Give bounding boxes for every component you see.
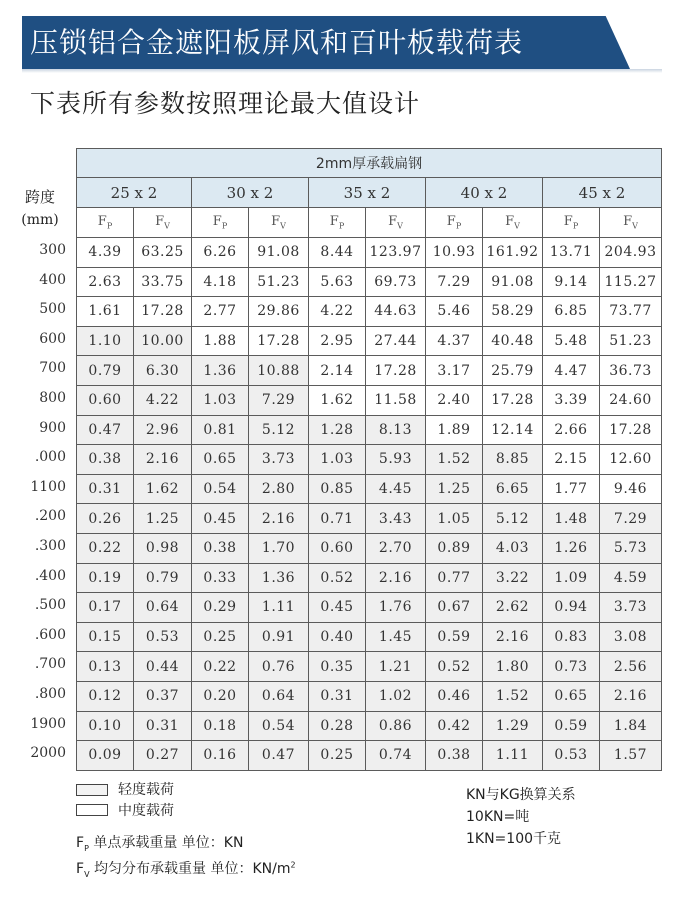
fp-value-cell: 2.40 bbox=[426, 385, 483, 415]
fp-value-cell: 0.38 bbox=[77, 445, 134, 475]
fp-value-cell: 0.73 bbox=[543, 652, 600, 682]
fv-value-cell: 1.70 bbox=[249, 533, 309, 563]
table-row bbox=[77, 533, 662, 563]
fv-value-cell: 0.79 bbox=[134, 563, 192, 593]
fv-symbol-header: $F_V$ bbox=[249, 208, 309, 238]
fp-value-cell: 0.54 bbox=[192, 474, 249, 504]
fv-value-cell: 9.46 bbox=[600, 474, 662, 504]
fp-value-cell: 0.81 bbox=[192, 415, 249, 445]
fp-value-cell: 0.59 bbox=[426, 622, 483, 652]
span-label: .600 bbox=[34, 626, 66, 643]
table-row bbox=[77, 445, 662, 475]
spec-header-3: 40 x 2 bbox=[426, 178, 543, 208]
fv-value-cell: 17.28 bbox=[483, 385, 543, 415]
spec-header-1: 30 x 2 bbox=[192, 178, 309, 208]
fp-value-cell: 2.14 bbox=[309, 356, 366, 386]
fv-value-cell: 6.65 bbox=[483, 474, 543, 504]
fp-value-cell: 1.28 bbox=[309, 415, 366, 445]
fp-value-cell: 1.05 bbox=[426, 504, 483, 534]
fp-value-cell: 1.48 bbox=[543, 504, 600, 534]
fv-value-cell: 0.64 bbox=[134, 593, 192, 623]
fv-value-cell: 1.36 bbox=[249, 563, 309, 593]
fv-value-cell: 0.76 bbox=[249, 652, 309, 682]
fv-value-cell: 44.63 bbox=[366, 297, 426, 327]
fp-value-cell: 2.63 bbox=[77, 267, 134, 297]
fv-symbol-header: $F_V$ bbox=[134, 208, 192, 238]
fv-value-cell: 33.75 bbox=[134, 267, 192, 297]
fp-value-cell: 0.42 bbox=[426, 711, 483, 741]
fp-value-cell: 0.22 bbox=[77, 533, 134, 563]
fv-value-cell: 3.08 bbox=[600, 622, 662, 652]
span-header-label: 跨度 bbox=[24, 188, 55, 206]
fv-value-cell: 91.08 bbox=[249, 238, 309, 268]
fv-value-cell: 1.84 bbox=[600, 711, 662, 741]
fp-value-cell: 1.09 bbox=[543, 563, 600, 593]
fv-value-cell: 1.11 bbox=[249, 593, 309, 623]
table-row bbox=[77, 563, 662, 593]
fv-value-cell: 3.73 bbox=[600, 593, 662, 623]
legend-medium-label: 中度载荷 bbox=[118, 803, 174, 819]
fp-symbol: $F_P$ bbox=[76, 835, 89, 853]
fp-value-cell: 8.44 bbox=[309, 238, 366, 268]
fv-value-cell: 17.28 bbox=[249, 326, 309, 356]
span-label: 800 bbox=[39, 389, 66, 406]
fp-value-cell: 0.25 bbox=[309, 741, 366, 771]
table-row bbox=[77, 326, 662, 356]
fp-value-cell: 2.66 bbox=[543, 415, 600, 445]
fp-value-cell: 0.18 bbox=[192, 711, 249, 741]
fv-value-cell: 0.91 bbox=[249, 622, 309, 652]
fp-value-cell: 0.45 bbox=[192, 504, 249, 534]
fv-value-cell: 0.37 bbox=[134, 681, 192, 711]
fv-value-cell: 4.59 bbox=[600, 563, 662, 593]
fp-value-cell: 0.65 bbox=[543, 681, 600, 711]
fp-value-cell: 1.61 bbox=[77, 297, 134, 327]
table-row bbox=[77, 681, 662, 711]
conversion-line-1: 10KN=吨 bbox=[466, 809, 530, 825]
span-label: 600 bbox=[39, 330, 66, 347]
fv-value-cell: 58.29 bbox=[483, 297, 543, 327]
fp-value-cell: 7.29 bbox=[426, 267, 483, 297]
span-label: .200 bbox=[34, 508, 66, 525]
fv-value-cell: 3.22 bbox=[483, 563, 543, 593]
fp-value-cell: 6.85 bbox=[543, 297, 600, 327]
fv-value-cell: 0.27 bbox=[134, 741, 192, 771]
fp-value-cell: 0.12 bbox=[77, 681, 134, 711]
fv-value-cell: 4.03 bbox=[483, 533, 543, 563]
fv-value-cell: 1.52 bbox=[483, 681, 543, 711]
fv-value-cell: 1.25 bbox=[134, 504, 192, 534]
fp-value-cell: 2.95 bbox=[309, 326, 366, 356]
fp-symbol-header: $F_P$ bbox=[543, 208, 600, 238]
fv-value-cell: 17.28 bbox=[366, 356, 426, 386]
fp-value-cell: 0.65 bbox=[192, 445, 249, 475]
fp-value-cell: 0.85 bbox=[309, 474, 366, 504]
fv-value-cell: 0.74 bbox=[366, 741, 426, 771]
fv-value-cell: 1.76 bbox=[366, 593, 426, 623]
fv-value-cell: 1.45 bbox=[366, 622, 426, 652]
fv-value-cell: 27.44 bbox=[366, 326, 426, 356]
conversion-line-2: 1KN=100千克 bbox=[466, 831, 562, 847]
fp-value-cell: 0.19 bbox=[77, 563, 134, 593]
fp-value-cell: 0.52 bbox=[309, 563, 366, 593]
fp-value-cell: 0.60 bbox=[309, 533, 366, 563]
fv-value-cell: 7.29 bbox=[249, 385, 309, 415]
fp-value-cell: 0.38 bbox=[426, 741, 483, 771]
fp-value-cell: 0.94 bbox=[543, 593, 600, 623]
fv-note bbox=[76, 858, 296, 879]
fp-value-cell: 2.15 bbox=[543, 445, 600, 475]
table-row bbox=[77, 385, 662, 415]
fv-description: 均匀分布承载重量 单位：KN/m bbox=[94, 861, 291, 877]
fv-value-cell: 4.22 bbox=[134, 385, 192, 415]
load-table bbox=[76, 148, 662, 771]
fv-value-cell: 63.25 bbox=[134, 238, 192, 268]
span-label: 700 bbox=[39, 360, 66, 377]
fp-value-cell: 0.79 bbox=[77, 356, 134, 386]
fp-value-cell: 4.39 bbox=[77, 238, 134, 268]
fp-value-cell: 0.31 bbox=[309, 681, 366, 711]
fp-value-cell: 0.60 bbox=[77, 385, 134, 415]
fv-value-cell: 161.92 bbox=[483, 238, 543, 268]
fv-value-cell: 5.12 bbox=[249, 415, 309, 445]
banner-underline bbox=[22, 69, 662, 73]
fv-value-cell: 204.93 bbox=[600, 238, 662, 268]
fv-value-cell: 91.08 bbox=[483, 267, 543, 297]
fv-value-cell: 10.88 bbox=[249, 356, 309, 386]
fp-value-cell: 1.88 bbox=[192, 326, 249, 356]
fp-value-cell: 1.89 bbox=[426, 415, 483, 445]
table-row bbox=[77, 622, 662, 652]
fv-value-cell: 0.64 bbox=[249, 681, 309, 711]
span-label: 2000 bbox=[30, 745, 66, 762]
fv-value-cell: 5.12 bbox=[483, 504, 543, 534]
fp-value-cell: 0.40 bbox=[309, 622, 366, 652]
fv-value-cell: 5.73 bbox=[600, 533, 662, 563]
fp-value-cell: 13.71 bbox=[543, 238, 600, 268]
fp-value-cell: 1.77 bbox=[543, 474, 600, 504]
fv-value-cell: 2.16 bbox=[366, 563, 426, 593]
spec-header-2: 35 x 2 bbox=[309, 178, 426, 208]
span-label: .300 bbox=[34, 537, 66, 554]
fp-value-cell: 9.14 bbox=[543, 267, 600, 297]
fv-value-cell: 2.16 bbox=[249, 504, 309, 534]
fv-value-cell: 2.96 bbox=[134, 415, 192, 445]
spec-header-0: 25 x 2 bbox=[77, 178, 192, 208]
fp-value-cell: 4.18 bbox=[192, 267, 249, 297]
span-label: .400 bbox=[34, 567, 66, 584]
fv-value-cell: 2.70 bbox=[366, 533, 426, 563]
fp-value-cell: 0.17 bbox=[77, 593, 134, 623]
fp-value-cell: 0.47 bbox=[77, 415, 134, 445]
fv-value-cell: 4.45 bbox=[366, 474, 426, 504]
fp-value-cell: 0.31 bbox=[77, 474, 134, 504]
fp-value-cell: 0.20 bbox=[192, 681, 249, 711]
table-row bbox=[77, 504, 662, 534]
fv-value-cell: 29.86 bbox=[249, 297, 309, 327]
fv-value-cell: 2.62 bbox=[483, 593, 543, 623]
fp-value-cell: 5.48 bbox=[543, 326, 600, 356]
fv-symbol-header: $F_V$ bbox=[600, 208, 662, 238]
fp-value-cell: 0.33 bbox=[192, 563, 249, 593]
fv-value-cell: 0.31 bbox=[134, 711, 192, 741]
span-unit-label: (mm) bbox=[21, 212, 59, 228]
fp-value-cell: 2.77 bbox=[192, 297, 249, 327]
fv-value-cell: 1.02 bbox=[366, 681, 426, 711]
fv-value-cell: 36.73 bbox=[600, 356, 662, 386]
table-row bbox=[77, 238, 662, 268]
fv-value-cell: 2.16 bbox=[600, 681, 662, 711]
fv-value-cell: 5.93 bbox=[366, 445, 426, 475]
table-row bbox=[77, 711, 662, 741]
fv-value-cell: 73.77 bbox=[600, 297, 662, 327]
fp-value-cell: 0.83 bbox=[543, 622, 600, 652]
table-row bbox=[77, 741, 662, 771]
fv-symbol: $F_V$ bbox=[76, 861, 90, 879]
fp-value-cell: 1.25 bbox=[426, 474, 483, 504]
fv-value-cell: 8.85 bbox=[483, 445, 543, 475]
table-row bbox=[77, 593, 662, 623]
fv-value-cell: 40.48 bbox=[483, 326, 543, 356]
span-label: .700 bbox=[34, 656, 66, 673]
fv-value-cell: 12.14 bbox=[483, 415, 543, 445]
fp-symbol-header: $F_P$ bbox=[77, 208, 134, 238]
fp-value-cell: 3.17 bbox=[426, 356, 483, 386]
fp-value-cell: 0.52 bbox=[426, 652, 483, 682]
fv-value-cell: 1.62 bbox=[134, 474, 192, 504]
span-label: 1100 bbox=[30, 478, 66, 495]
fp-value-cell: 0.29 bbox=[192, 593, 249, 623]
fp-value-cell: 0.67 bbox=[426, 593, 483, 623]
fv-value-cell: 10.00 bbox=[134, 326, 192, 356]
fp-value-cell: 0.89 bbox=[426, 533, 483, 563]
span-label: .800 bbox=[34, 685, 66, 702]
fv-value-cell: 3.73 bbox=[249, 445, 309, 475]
spec-header-row bbox=[77, 178, 662, 208]
span-label: .000 bbox=[34, 449, 66, 466]
fp-value-cell: 5.46 bbox=[426, 297, 483, 327]
fp-value-cell: 0.38 bbox=[192, 533, 249, 563]
fp-value-cell: 1.62 bbox=[309, 385, 366, 415]
fv-value-cell: 0.54 bbox=[249, 711, 309, 741]
fv-symbol-header: $F_V$ bbox=[366, 208, 426, 238]
legend-light-swatch bbox=[76, 784, 108, 796]
fv-value-cell: 115.27 bbox=[600, 267, 662, 297]
fv-value-cell: 24.60 bbox=[600, 385, 662, 415]
fv-value-cell: 0.53 bbox=[134, 622, 192, 652]
conversion-title: KN与KG换算关系 bbox=[466, 787, 576, 803]
table-row bbox=[77, 415, 662, 445]
fp-value-cell: 6.26 bbox=[192, 238, 249, 268]
fp-value-cell: 0.09 bbox=[77, 741, 134, 771]
fv-value-cell: 69.73 bbox=[366, 267, 426, 297]
table-caption: 2mm厚承载扁钢 bbox=[77, 149, 662, 178]
fv-value-cell: 1.11 bbox=[483, 741, 543, 771]
fp-symbol-header: $F_P$ bbox=[192, 208, 249, 238]
fv-value-cell: 0.86 bbox=[366, 711, 426, 741]
span-label: 400 bbox=[39, 271, 66, 288]
span-label: .500 bbox=[34, 597, 66, 614]
legend-light-label: 轻度载荷 bbox=[118, 782, 174, 798]
fp-note bbox=[76, 832, 243, 853]
fv-value-cell: 11.58 bbox=[366, 385, 426, 415]
legend-medium-swatch bbox=[76, 804, 108, 816]
fp-value-cell: 0.71 bbox=[309, 504, 366, 534]
span-label: 1900 bbox=[30, 715, 66, 732]
fp-value-cell: 0.10 bbox=[77, 711, 134, 741]
fv-value-cell: 51.23 bbox=[249, 267, 309, 297]
fv-value-cell: 2.16 bbox=[483, 622, 543, 652]
fp-value-cell: 0.45 bbox=[309, 593, 366, 623]
fv-value-cell: 12.60 bbox=[600, 445, 662, 475]
fp-value-cell: 0.53 bbox=[543, 741, 600, 771]
span-row-labels bbox=[0, 236, 72, 769]
page-title: 压锁铝合金遮阳板屏风和百叶板载荷表 bbox=[30, 26, 524, 59]
fv-value-cell: 1.80 bbox=[483, 652, 543, 682]
fv-value-cell: 123.97 bbox=[366, 238, 426, 268]
span-label: 300 bbox=[39, 242, 66, 258]
fv-value-cell: 25.79 bbox=[483, 356, 543, 386]
fp-value-cell: 0.25 bbox=[192, 622, 249, 652]
fp-value-cell: 4.47 bbox=[543, 356, 600, 386]
fp-value-cell: 1.52 bbox=[426, 445, 483, 475]
spec-header-4: 45 x 2 bbox=[543, 178, 662, 208]
fp-value-cell: 0.15 bbox=[77, 622, 134, 652]
fp-value-cell: 1.26 bbox=[543, 533, 600, 563]
span-label: 900 bbox=[39, 419, 66, 436]
fp-description: 单点承载重量 单位：KN bbox=[93, 835, 244, 851]
fp-value-cell: 1.10 bbox=[77, 326, 134, 356]
fp-value-cell: 1.03 bbox=[309, 445, 366, 475]
fv-value-cell: 0.98 bbox=[134, 533, 192, 563]
fv-value-cell: 17.28 bbox=[134, 297, 192, 327]
fv-value-cell: 2.16 bbox=[134, 445, 192, 475]
page-subtitle: 下表所有参数按照理论最大值设计 bbox=[30, 89, 421, 118]
fp-value-cell: 0.59 bbox=[543, 711, 600, 741]
fv-value-cell: 0.47 bbox=[249, 741, 309, 771]
fp-value-cell: 4.37 bbox=[426, 326, 483, 356]
table-row bbox=[77, 356, 662, 386]
fp-symbol-header: $F_P$ bbox=[309, 208, 366, 238]
table-row bbox=[77, 652, 662, 682]
fv-value-cell: 8.13 bbox=[366, 415, 426, 445]
fp-value-cell: 4.22 bbox=[309, 297, 366, 327]
fv-value-cell: 1.21 bbox=[366, 652, 426, 682]
fp-value-cell: 5.63 bbox=[309, 267, 366, 297]
fp-value-cell: 0.35 bbox=[309, 652, 366, 682]
fp-value-cell: 0.16 bbox=[192, 741, 249, 771]
table-row bbox=[77, 474, 662, 504]
symbol-header-row bbox=[77, 208, 662, 238]
fv-value-cell: 6.30 bbox=[134, 356, 192, 386]
fp-value-cell: 1.03 bbox=[192, 385, 249, 415]
fv-value-cell: 17.28 bbox=[600, 415, 662, 445]
fp-value-cell: 0.22 bbox=[192, 652, 249, 682]
fv-value-cell: 2.56 bbox=[600, 652, 662, 682]
fp-value-cell: 0.28 bbox=[309, 711, 366, 741]
fv-value-cell: 0.44 bbox=[134, 652, 192, 682]
fv-symbol-header: $F_V$ bbox=[483, 208, 543, 238]
fp-value-cell: 1.36 bbox=[192, 356, 249, 386]
fp-value-cell: 0.46 bbox=[426, 681, 483, 711]
table-row bbox=[77, 267, 662, 297]
span-label: 500 bbox=[39, 301, 66, 318]
fp-value-cell: 3.39 bbox=[543, 385, 600, 415]
table-row bbox=[77, 297, 662, 327]
fv-value-cell: 3.43 bbox=[366, 504, 426, 534]
fv-value-cell: 1.57 bbox=[600, 741, 662, 771]
fp-value-cell: 0.13 bbox=[77, 652, 134, 682]
fv-value-cell: 51.23 bbox=[600, 326, 662, 356]
fp-value-cell: 0.77 bbox=[426, 563, 483, 593]
fv-value-cell: 2.80 bbox=[249, 474, 309, 504]
fv-value-cell: 1.29 bbox=[483, 711, 543, 741]
fp-value-cell: 0.26 bbox=[77, 504, 134, 534]
fv-unit-exponent: 2 bbox=[290, 860, 296, 870]
fv-value-cell: 7.29 bbox=[600, 504, 662, 534]
fp-symbol-header: $F_P$ bbox=[426, 208, 483, 238]
fp-value-cell: 10.93 bbox=[426, 238, 483, 268]
